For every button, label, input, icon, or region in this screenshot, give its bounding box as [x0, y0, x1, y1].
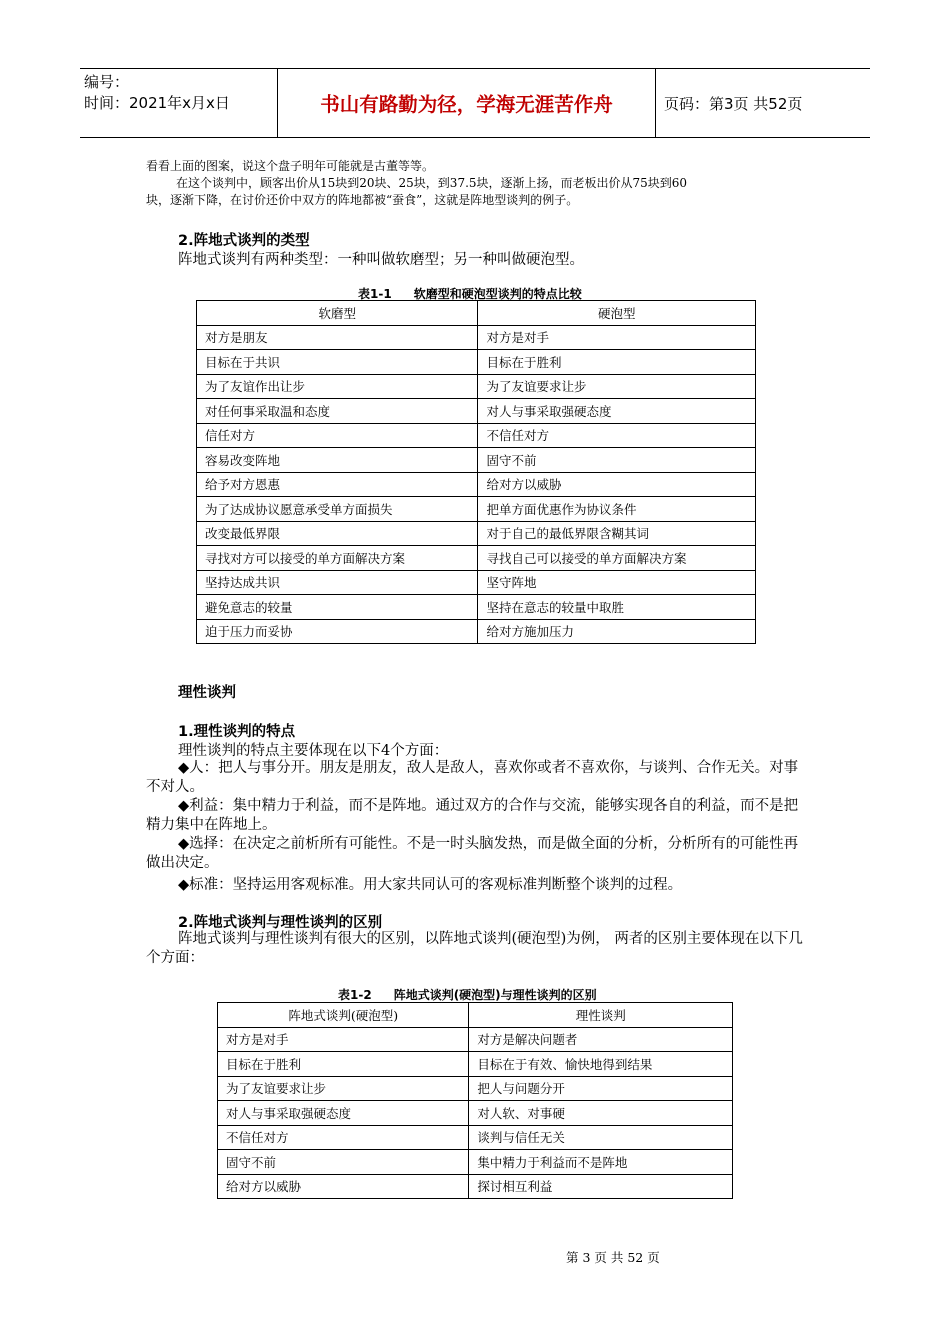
- table-cell: 谈判与信任无关: [469, 1125, 733, 1150]
- table-cell: 迫于压力而妥协: [197, 619, 478, 644]
- intro-line-2: 在这个谈判中，顾客出价从15块到20块、25块，到37.5块，逐渐上扬，而老板出价从75块到60: [176, 176, 688, 190]
- table-row: [197, 619, 756, 644]
- table-row: [197, 595, 756, 620]
- table-cell: 给对方以威胁: [478, 472, 756, 497]
- header-meta: [80, 69, 278, 137]
- table-row: [218, 1174, 733, 1199]
- table-cell: 对人与事采取强硬态度: [218, 1101, 469, 1126]
- table-cell: 固守不前: [478, 448, 756, 473]
- table-cell: 目标在于有效、愉快地得到结果: [469, 1052, 733, 1077]
- table-cell: 寻找对方可以接受的单方面解决方案: [197, 546, 478, 571]
- header-date-label: 时间：2021年x月x日: [84, 94, 230, 112]
- table-row: [197, 350, 756, 375]
- table-row: [218, 1076, 733, 1101]
- table-cell: 避免意志的较量: [197, 595, 478, 620]
- table-position-vs-rational: [217, 1002, 733, 1199]
- table-row: [197, 448, 756, 473]
- table-row: [197, 497, 756, 522]
- table-row: [218, 1101, 733, 1126]
- table-cell: 目标在于胜利: [218, 1052, 469, 1077]
- section-heading-rational-features: 1.理性谈判的特点: [178, 724, 296, 740]
- table-cell: 坚守阵地: [478, 570, 756, 595]
- table-cell: 把单方面优惠作为协议条件: [478, 497, 756, 522]
- table-cell: 为了达成协议愿意承受单方面损失: [197, 497, 478, 522]
- table-soft-vs-hard: [196, 300, 756, 644]
- rational-intro: 理性谈判的特点主要体现在以下4个方面：: [178, 743, 449, 759]
- table-cell: 给对方施加压力: [478, 619, 756, 644]
- page-footer: 第 3 页 共 52 页: [566, 1250, 660, 1265]
- table2-caption-title: 阵地式谈判(硬泡型)与理性谈判的区别: [393, 988, 597, 1002]
- table-row: [197, 325, 756, 350]
- table-cell: 把人与问题分开: [469, 1076, 733, 1101]
- table-row: [197, 521, 756, 546]
- section-text-types: 阵地式谈判有两种类型：一种叫做软磨型；另一种叫做硬泡型。: [178, 252, 584, 268]
- table-cell: 信任对方: [197, 423, 478, 448]
- rational-bullet-interest: ◆利益：集中精力于利益，而不是阵地。通过双方的合作与交流，能够实现各自的利益，而不是把精力集中在阵地上。: [146, 798, 799, 833]
- table2-header-cell: 阵地式谈判(硬泡型): [218, 1003, 469, 1028]
- section-title-rational: 理性谈判: [178, 685, 236, 701]
- table-cell: 容易改变阵地: [197, 448, 478, 473]
- table-cell: 集中精力于利益而不是阵地: [469, 1150, 733, 1175]
- table-cell: 寻找自己可以接受的单方面解决方案: [478, 546, 756, 571]
- table-cell: 对方是对手: [218, 1027, 469, 1052]
- table-cell: 对方是解决问题者: [469, 1027, 733, 1052]
- rational-bullet-people: ◆人：把人与事分开。朋友是朋友，敌人是敌人，喜欢你或者不喜欢你，与谈判、合作无关。对事不对人。: [146, 760, 799, 795]
- section-heading-difference: 2.阵地式谈判与理性谈判的区别: [178, 915, 383, 931]
- table-cell: 坚持在意志的较量中取胜: [478, 595, 756, 620]
- table-cell: 坚持达成共识: [197, 570, 478, 595]
- table1-caption-title: 软磨型和硬泡型谈判的特点比较: [413, 287, 582, 301]
- table2-caption: [338, 986, 597, 1003]
- header-number-label: 编号：: [84, 73, 130, 91]
- table-cell: 给对方以威胁: [218, 1174, 469, 1199]
- table1-header-cell: 软磨型: [197, 301, 478, 326]
- table-row: [218, 1027, 733, 1052]
- table-cell: 为了友谊要求让步: [218, 1076, 469, 1101]
- table2-caption-number: 表1-2: [338, 988, 372, 1002]
- rational-bullet-standard: ◆标准：坚持运用客观标准。用大家共同认可的客观标准判断整个谈判的过程。: [178, 877, 683, 893]
- table2-header-row: [218, 1003, 733, 1028]
- table-cell: 目标在于胜利: [478, 350, 756, 375]
- table-cell: 对于自己的最低界限含糊其词: [478, 521, 756, 546]
- table-cell: 探讨相互利益: [469, 1174, 733, 1199]
- table1-header-cell: 硬泡型: [478, 301, 756, 326]
- section-heading-types: 2.阵地式谈判的类型: [178, 233, 310, 249]
- table-row: [197, 423, 756, 448]
- table-cell: 目标在于共识: [197, 350, 478, 375]
- table-row: [197, 472, 756, 497]
- table1-caption-number: 表1-1: [358, 287, 392, 301]
- intro-line-1: 看看上面的图案，说这个盘子明年可能就是古董等等。: [146, 159, 435, 173]
- table-cell: 对方是朋友: [197, 325, 478, 350]
- table-row: [197, 570, 756, 595]
- difference-text: 阵地式谈判与理性谈判有很大的区别，以阵地式谈判(硬泡型)为例， 两者的区别主要体现在以下几个方面：: [146, 931, 803, 966]
- table1-header-row: [197, 301, 756, 326]
- table2-header-cell: 理性谈判: [469, 1003, 733, 1028]
- table-cell: 给予对方恩惠: [197, 472, 478, 497]
- page-header: [80, 68, 870, 138]
- table-cell: 对人软、对事硬: [469, 1101, 733, 1126]
- table-row: [218, 1150, 733, 1175]
- header-motto: 书山有路勤为径，学海无涯苦作舟: [278, 69, 656, 137]
- table-cell: 固守不前: [218, 1150, 469, 1175]
- table-row: [197, 399, 756, 424]
- table-cell: 不信任对方: [218, 1125, 469, 1150]
- table-cell: 对任何事采取温和态度: [197, 399, 478, 424]
- table-cell: 为了友谊作出让步: [197, 374, 478, 399]
- rational-bullet-options: ◆选择：在决定之前析所有可能性。不是一时头脑发热，而是做全面的分析，分析所有的可能性再做出决定。: [146, 836, 799, 871]
- header-page-label: 页码：第3页 共52页: [664, 94, 803, 113]
- table-cell: 为了友谊要求让步: [478, 374, 756, 399]
- table-row: [218, 1052, 733, 1077]
- table-cell: 对人与事采取强硬态度: [478, 399, 756, 424]
- table-row: [197, 374, 756, 399]
- table-cell: 不信任对方: [478, 423, 756, 448]
- table-row: [197, 546, 756, 571]
- table-cell: 改变最低界限: [197, 521, 478, 546]
- table-cell: 对方是对手: [478, 325, 756, 350]
- intro-line-3: 块，逐渐下降，在讨价还价中双方的阵地都被“蚕食”，这就是阵地型谈判的例子。: [146, 193, 579, 207]
- table-row: [218, 1125, 733, 1150]
